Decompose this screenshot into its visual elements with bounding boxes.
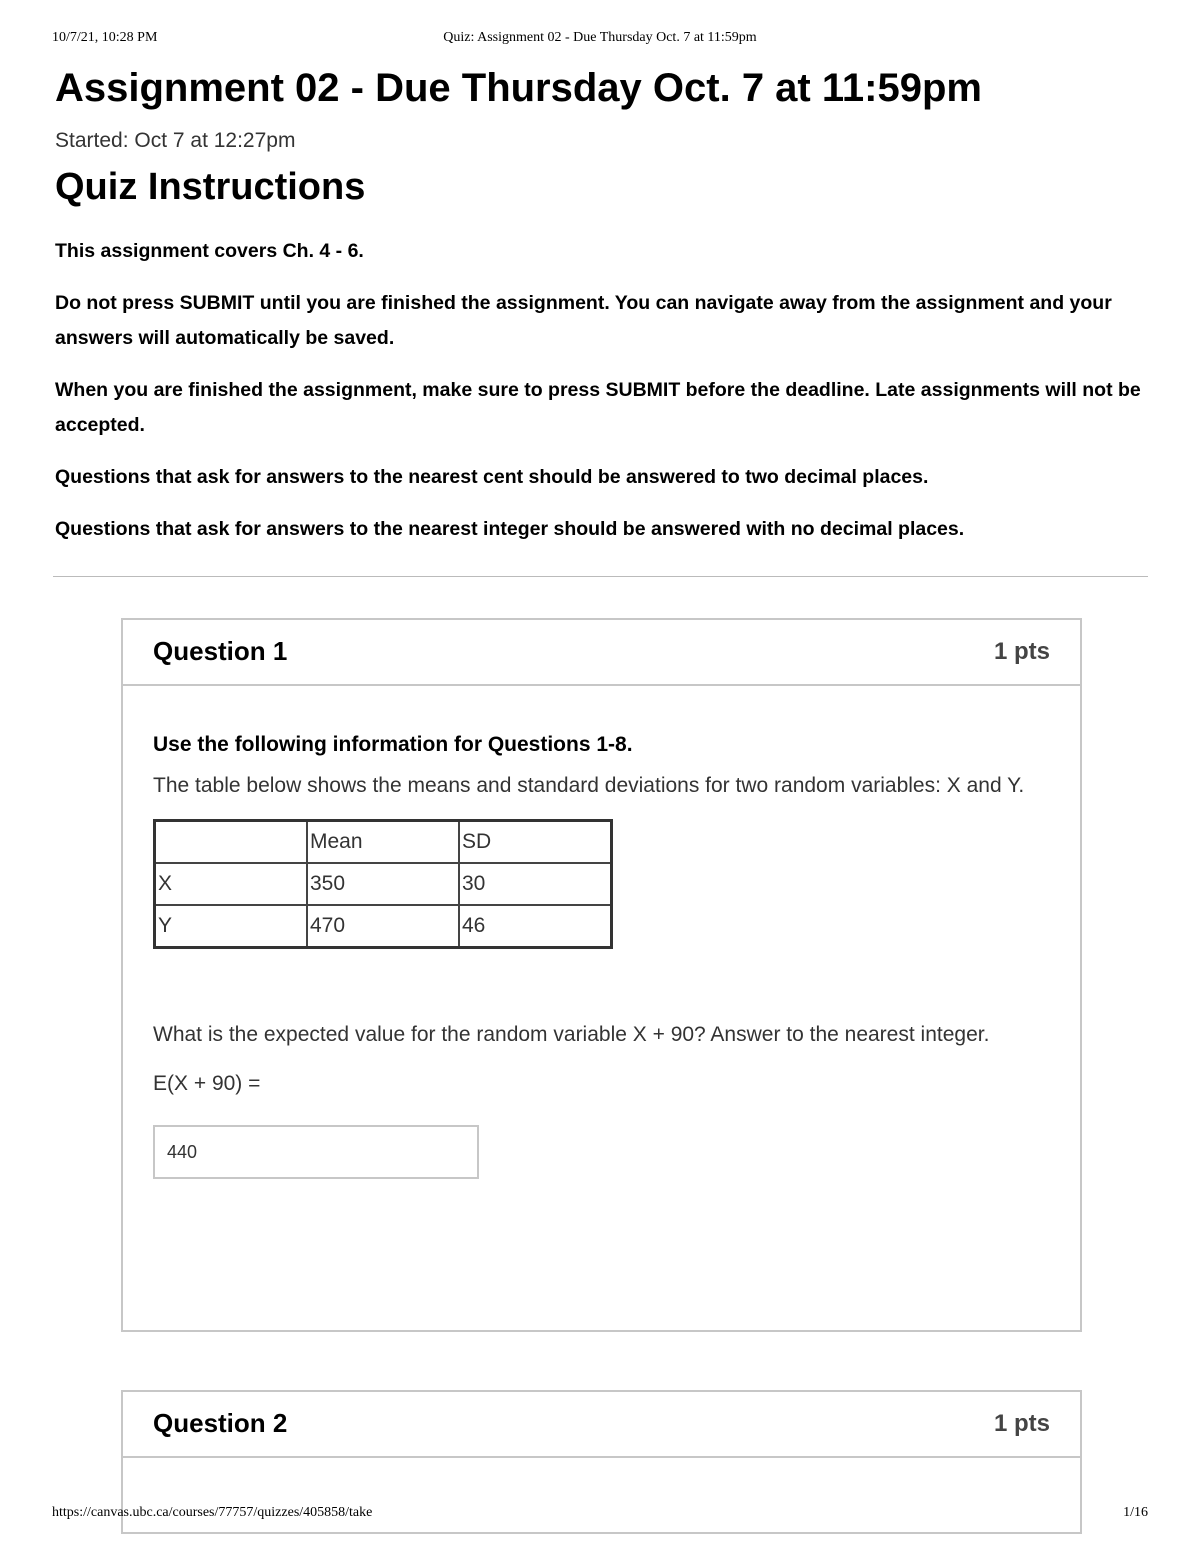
- table-cell: 46: [459, 905, 612, 948]
- table-cell: Mean: [307, 821, 459, 864]
- mean-sd-table: [153, 819, 613, 949]
- instruction-item: When you are finished the assignment, make sure to press SUBMIT before the deadline. Late assignments will not be accepted.: [55, 379, 1141, 436]
- question-1-title: Question 1: [153, 636, 288, 666]
- started-time: Started: Oct 7 at 12:27pm: [55, 129, 296, 152]
- print-date: 10/7/21, 10:28 PM: [52, 30, 158, 45]
- question-formula: E(X + 90) =: [153, 1072, 261, 1095]
- instructions-heading: Quiz Instructions: [55, 166, 366, 208]
- table-cell: 470: [307, 905, 459, 948]
- question-text: What is the expected value for the random variable X + 90? Answer to the nearest integer.: [153, 1023, 990, 1046]
- question-1-header: [123, 620, 1080, 686]
- instruction-item: This assignment covers Ch. 4 - 6.: [55, 240, 364, 262]
- quiz-content: [55, 64, 1147, 547]
- print-page-title: Quiz: Assignment 02 - Due Thursday Oct. 7 at 11:59pm: [443, 30, 757, 45]
- question-1-points: 1 pts: [993, 638, 1050, 665]
- question-1-card: [121, 618, 1082, 1332]
- table-row: [155, 863, 612, 905]
- instruction-item: Questions that ask for answers to the nearest cent should be answered to two decimal places.: [55, 466, 929, 488]
- table-cell: Y: [155, 905, 308, 948]
- table-header-row: [155, 821, 612, 864]
- instruction-item: Do not press SUBMIT until you are finished the assignment. You can navigate away from the assignment and your answers will automatically be saved.: [55, 292, 1112, 349]
- question-1-body: [123, 686, 1080, 1179]
- table-cell: 30: [459, 863, 612, 905]
- question-intro: The table below shows the means and standard deviations for two random variables: X and Y.: [153, 774, 1025, 797]
- print-footer: [52, 1505, 1148, 1525]
- question-2-header: [123, 1392, 1080, 1458]
- question-2-points: 1 pts: [993, 1410, 1050, 1437]
- section-divider: [53, 576, 1148, 577]
- page-url: https://canvas.ubc.ca/courses/77757/quizzes/405858/take: [52, 1505, 373, 1520]
- table-cell: SD: [459, 821, 612, 864]
- question-lead: Use the following information for Questions 1-8.: [153, 733, 633, 756]
- table-cell: X: [155, 863, 308, 905]
- page-number: 1/16: [1123, 1505, 1148, 1520]
- table-row: [155, 905, 612, 948]
- table-cell: [155, 821, 308, 864]
- quiz-title: Assignment 02 - Due Thursday Oct. 7 at 11:59pm: [55, 66, 982, 110]
- answer-input[interactable]: [153, 1125, 479, 1179]
- instructions: [55, 234, 1147, 547]
- question-2-title: Question 2: [153, 1408, 288, 1438]
- print-header: [52, 30, 1148, 50]
- table-cell: 350: [307, 863, 459, 905]
- instruction-item: Questions that ask for answers to the nearest integer should be answered with no decimal places.: [55, 518, 965, 540]
